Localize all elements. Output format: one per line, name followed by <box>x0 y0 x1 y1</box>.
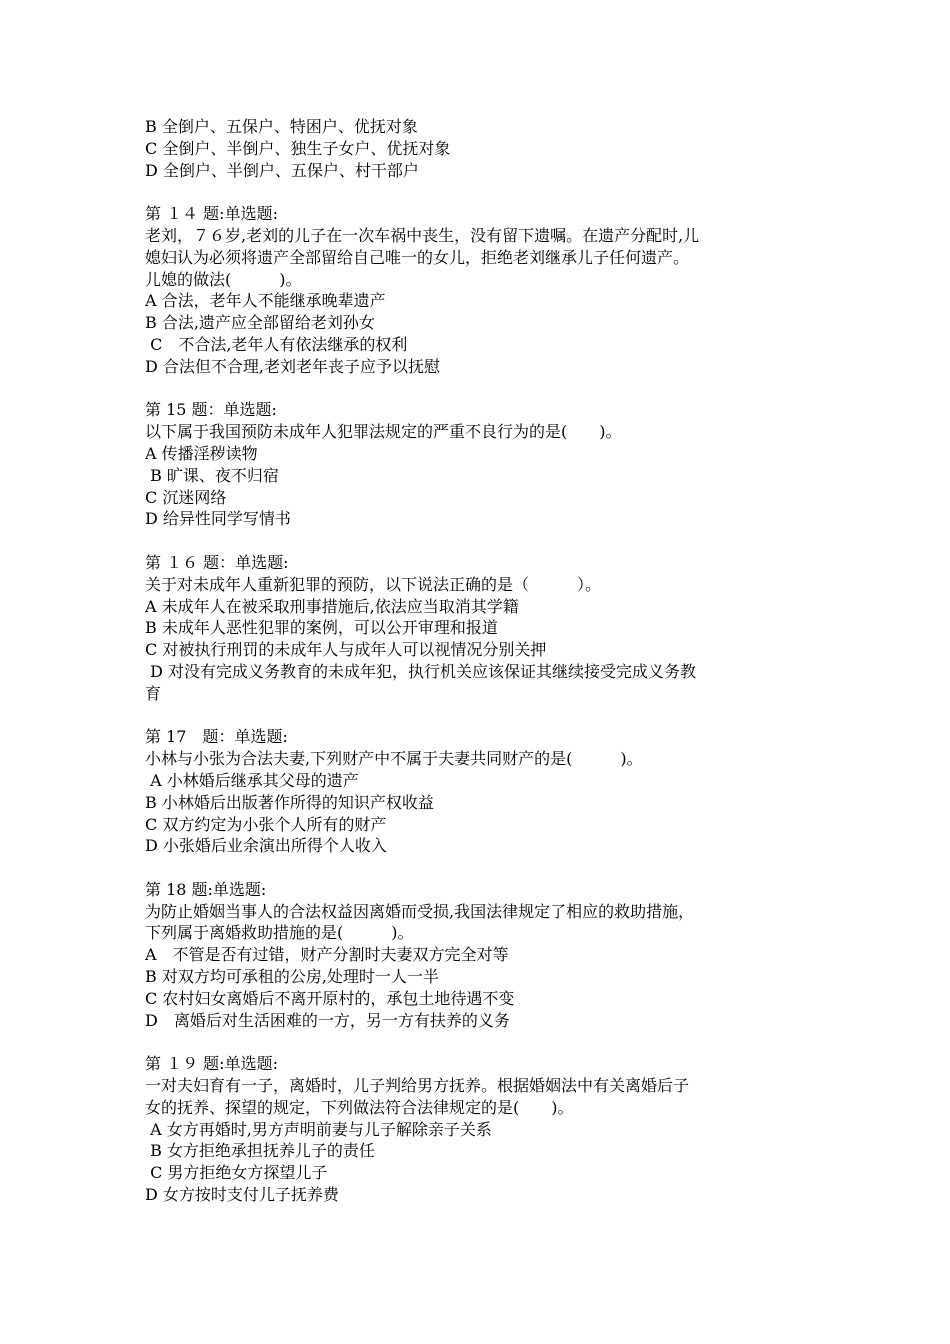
option-line: A 不管是否有过错，财产分割时夫妻双方完全对等 <box>145 945 509 965</box>
option-line: B 对双方均可承租的公房,处理时一人一半 <box>145 967 439 987</box>
option-line: B 全倒户、五保户、特困户、优抚对象 <box>145 117 418 136</box>
option-line: C 全倒户、半倒户、独生子女户、优抚对象 <box>145 138 451 158</box>
option-line: A 小林婚后继承其父母的遗产 <box>145 770 359 790</box>
question-stem: 媳妇认为必须将遗产全部留给自己唯一的女儿，拒绝老刘继承儿子任何遗产。 <box>145 247 690 267</box>
question-stem: 关于对未成年人重新犯罪的预防，以下说法正确的是（ ）。 <box>145 574 602 594</box>
option-line: D 对没有完成义务教育的未成年犯，执行机关应该保证其继续接受完成义务教 <box>145 661 697 681</box>
question-header: 第 17 题：单选题: <box>145 727 288 747</box>
option-line: A 传播淫秽读物 <box>145 443 258 463</box>
option-line: C 农村妇女离婚后不离开原村的，承包土地待遇不变 <box>145 988 515 1008</box>
question-stem: 下列属于离婚救助措施的是( )。 <box>145 923 414 943</box>
question-stem: 以下属于我国预防未成年人犯罪法规定的严重不良行为的是( )。 <box>145 422 622 442</box>
option-line: 育 <box>145 683 162 703</box>
spacer <box>145 378 825 400</box>
option-line: D 女方按时支付儿子抚养费 <box>145 1185 339 1205</box>
option-line: D 离婚后对生活困难的一方，另一方有扶养的义务 <box>145 1010 510 1030</box>
option-line: B 女方拒绝承担抚养儿子的责任 <box>145 1141 375 1161</box>
option-line: B 合法,遗产应全部留给老刘孙女 <box>145 313 375 333</box>
question-18 <box>145 879 825 1032</box>
option-line: C 沉迷网络 <box>145 487 227 507</box>
option-line: B 旷课、夜不归宿 <box>145 465 279 485</box>
option-line: D 合法但不合理,老刘老年丧子应予以抚慰 <box>145 356 441 376</box>
question-header: 第 15 题：单选题: <box>145 400 277 420</box>
question-16 <box>145 552 825 705</box>
option-line: A 女方再婚时,男方声明前妻与儿子解除亲子关系 <box>145 1119 492 1139</box>
question-stem: 一对夫妇育有一子，离婚时，儿子判给男方抚养。根据婚姻法中有关离婚后子 <box>145 1076 690 1096</box>
question-15 <box>145 399 825 530</box>
question-header: 第 18 题:单选题: <box>145 879 267 899</box>
option-line: A 未成年人在被采取刑事措施后,依法应当取消其学籍 <box>145 596 519 616</box>
question-stem: 小林与小张为合法夫妻,下列财产中不属于夫妻共同财产的是( )。 <box>145 749 643 769</box>
question-header: 第 １９ 题:单选题: <box>145 1054 278 1074</box>
option-line: C 对被执行刑罚的未成年人与成年人可以视情况分别关押 <box>145 640 547 660</box>
exam-document <box>145 116 825 1206</box>
spacer <box>145 530 825 552</box>
option-line: B 小林婚后出版著作所得的知识产权收益 <box>145 792 434 812</box>
option-line: B 未成年人恶性犯罪的案例，可以公开审理和报道 <box>145 618 498 638</box>
option-line: C 男方拒绝女方探望儿子 <box>145 1163 328 1183</box>
option-line: D 给异性同学写情书 <box>145 509 291 529</box>
spacer <box>145 857 825 879</box>
question-19 <box>145 1053 825 1206</box>
option-line: A 合法，老年人不能继承晚辈遗产 <box>145 291 386 311</box>
option-line: D 全倒户、半倒户、五保户、村干部户 <box>145 160 419 180</box>
question-header: 第 １４ 题:单选题: <box>145 204 278 224</box>
option-line: C 不合法,老年人有依法继承的权利 <box>145 334 408 354</box>
question-stem: 老刘，７６岁,老刘的儿子在一次车祸中丧生，没有留下遗嘱。在遗产分配时,儿 <box>145 225 700 245</box>
spacer <box>145 181 825 203</box>
previous-question-options <box>145 116 825 181</box>
question-stem: 女的抚养、探望的规定，下列做法符合法律规定的是( )。 <box>145 1097 574 1117</box>
question-stem: 为防止婚姻当事人的合法权益因离婚而受损,我国法律规定了相应的救助措施， <box>145 901 695 921</box>
spacer <box>145 705 825 727</box>
question-header: 第 １６ 题：单选题: <box>145 552 289 572</box>
option-line: C 双方约定为小张个人所有的财产 <box>145 814 387 834</box>
option-line: D 小张婚后业余演出所得个人收入 <box>145 836 387 856</box>
question-stem: 儿媳的做法( )。 <box>145 269 302 289</box>
question-17 <box>145 726 825 857</box>
spacer <box>145 1031 825 1053</box>
question-14 <box>145 203 825 377</box>
